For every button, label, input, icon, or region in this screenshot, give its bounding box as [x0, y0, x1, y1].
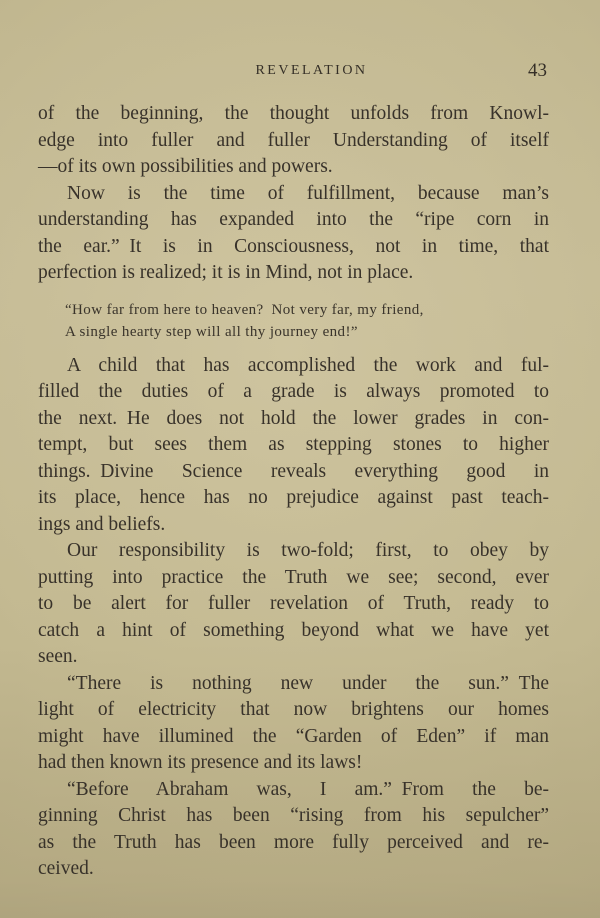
- text-line: as the Truth has been more fully perceived and re-: [38, 831, 549, 853]
- text-line: “There is nothing new under the sun.” The: [67, 672, 549, 694]
- text-line: filled the duties of a grade is always promoted to: [38, 381, 549, 402]
- paragraph: [38, 671, 549, 777]
- quote-line: “How far from here to heaven? Not very far, my friend,: [65, 301, 424, 318]
- quote-line: A single hearty step will all thy journey end!”: [65, 323, 358, 340]
- text-line: its place, hence has no prejudice against past teach-: [38, 487, 549, 508]
- text-line: ginning Christ has been “rising from his sepulcher”: [38, 805, 549, 826]
- text-line: seen.: [38, 646, 78, 667]
- text-line: the ear.” It is in Consciousness, not in time, that: [38, 235, 549, 257]
- text-line: perfection is realized; it is in Mind, not in place.: [38, 262, 414, 283]
- text-line: ceived.: [38, 858, 94, 879]
- text-line: might have illumined the “Garden of Eden” if man: [38, 725, 549, 747]
- page-number: 43: [528, 60, 547, 81]
- text-line: “Before Abraham was, I am.” From the be-: [67, 778, 549, 800]
- text-line: putting into practice the Truth we see; second, ever: [38, 566, 549, 588]
- paragraph: [38, 777, 549, 883]
- page-body: [38, 101, 549, 883]
- page-header: [38, 60, 549, 84]
- text-line: Our responsibility is two-fold; first, to obey by: [67, 540, 549, 561]
- text-line: understanding has expanded into the “ripe corn in: [38, 209, 549, 230]
- text-line: of the beginning, the thought unfolds from Knowl-: [38, 103, 549, 124]
- paragraph: [38, 181, 549, 287]
- text-line: had then known its presence and its laws!: [38, 752, 363, 773]
- text-line: catch a hint of something beyond what we have yet: [38, 619, 549, 641]
- paragraph: [38, 101, 549, 181]
- text-column: [38, 0, 549, 918]
- text-line: the next. He does not hold the lower grades in con-: [38, 407, 549, 429]
- text-line: —of its own possibilities and powers.: [38, 156, 333, 177]
- text-line: edge into fuller and fuller Understanding of itself: [38, 129, 549, 151]
- text-line: tempt, but sees them as stepping stones to higher: [38, 434, 549, 455]
- verse-quote: [65, 299, 549, 343]
- text-line: things. Divine Science reveals everything good in: [38, 460, 549, 482]
- text-line: A child that has accomplished the work and ful-: [67, 354, 549, 376]
- text-line: to be alert for fuller revelation of Truth, ready to: [38, 593, 549, 614]
- text-line: ings and beliefs.: [38, 513, 166, 535]
- text-line: light of electricity that now brightens our homes: [38, 699, 549, 720]
- text-line: Now is the time of fulfillment, because man’s: [67, 182, 549, 204]
- paragraph: [38, 353, 549, 539]
- paragraph: [38, 538, 549, 671]
- running-title: REVELATION: [255, 63, 368, 78]
